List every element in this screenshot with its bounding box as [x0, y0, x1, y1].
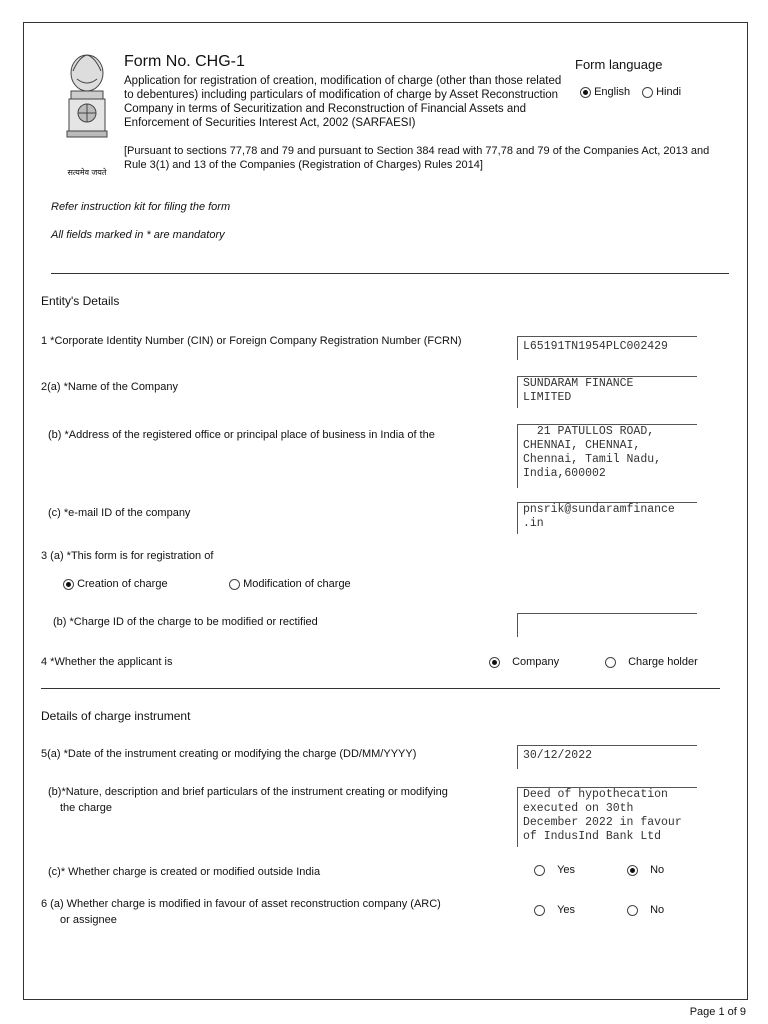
divider: [51, 273, 729, 274]
arc-no-option[interactable]: [627, 903, 664, 917]
radio-icon-selected[interactable]: [63, 579, 74, 590]
cin-field[interactable]: L65191TN1954PLC002429: [517, 336, 697, 360]
instrument-section-title: Details of charge instrument: [41, 709, 191, 723]
radio-icon[interactable]: [229, 579, 240, 590]
applicant-charge-holder-option[interactable]: [605, 655, 698, 669]
cin-label: 1 *Corporate Identity Number (CIN) or Foreign Company Registration Number (FCRN): [41, 335, 462, 347]
applicant-charge-holder-label: Charge holder: [628, 656, 698, 668]
email-label: (c) *e-mail ID of the company: [48, 507, 191, 519]
instrument-date-field[interactable]: 30/12/2022: [517, 745, 697, 769]
modification-of-charge-label: Modification of charge: [243, 578, 351, 590]
language-hindi-label: Hindi: [656, 86, 682, 98]
company-name-field[interactable]: SUNDARAM FINANCE LIMITED: [517, 376, 697, 408]
charge-id-field[interactable]: [517, 613, 697, 637]
form-title: Form No. CHG-1: [124, 53, 245, 70]
radio-icon[interactable]: [534, 905, 545, 916]
language-hindi-option[interactable]: [642, 85, 681, 99]
outside-india-label: (c)* Whether charge is created or modified outside India: [48, 866, 321, 878]
arc-label-1: 6 (a) Whether charge is modified in favour of asset reconstruction company (ARC): [41, 898, 441, 910]
registration-type-label: 3 (a) *This form is for registration of: [41, 550, 214, 562]
instrument-nature-field[interactable]: Deed of hypothecation executed on 30th December 2022 in favour of IndusInd Bank Ltd: [517, 787, 697, 847]
mandatory-note: All fields marked in * are mandatory: [51, 229, 225, 241]
page-number: Page 1 of 9: [689, 1006, 746, 1018]
address-field[interactable]: 21 PATULLOS ROAD, CHENNAI, CHENNAI, Chennai, Tamil Nadu, India,600002: [517, 424, 697, 488]
modification-of-charge-option[interactable]: [229, 577, 351, 591]
applicant-company-label: Company: [512, 656, 560, 668]
outside-india-no-option[interactable]: [627, 863, 664, 877]
radio-icon[interactable]: [642, 87, 653, 98]
applicant-label: 4 *Whether the applicant is: [41, 656, 173, 668]
language-english-label: English: [594, 86, 631, 98]
outside-india-yes-option[interactable]: [534, 863, 575, 877]
national-emblem-icon: [59, 51, 115, 177]
creation-of-charge-label: Creation of charge: [77, 578, 168, 590]
address-label: (b) *Address of the registered office or principal place of business in India of the: [48, 429, 435, 441]
company-name-label: 2(a) *Name of the Company: [41, 381, 178, 393]
outside-india-no-label: No: [650, 864, 665, 876]
radio-icon[interactable]: [605, 657, 616, 668]
creation-of-charge-option[interactable]: [63, 577, 168, 591]
applicant-company-option[interactable]: [489, 655, 559, 669]
instrument-nature-label-2: the charge: [60, 802, 112, 814]
arc-label-2: or assignee: [60, 914, 117, 926]
instrument-date-label: 5(a) *Date of the instrument creating or modifying the charge (DD/MM/YYYY): [41, 748, 417, 760]
radio-icon-selected[interactable]: [627, 865, 638, 876]
arc-no-label: No: [650, 904, 665, 916]
form-language-title: Form language: [575, 57, 663, 72]
language-english-option[interactable]: [580, 85, 630, 99]
form-pursuant: [Pursuant to sections 77,78 and 79 and pursuant to Section 384 read with 77,78 and 79 of the Companies Act, 2013 and Rule 3(1) and 13 of the Companies (Registration of Charges) Rules 2014]: [124, 145, 710, 171]
email-field[interactable]: pnsrik@sundaramfinance .in: [517, 502, 697, 534]
form-page: [23, 22, 748, 1000]
outside-india-yes-label: Yes: [557, 864, 576, 876]
radio-icon-selected[interactable]: [580, 87, 591, 98]
emblem-caption: सत्यमेव जयते: [67, 168, 107, 177]
radio-icon[interactable]: [534, 865, 545, 876]
divider: [41, 688, 720, 689]
charge-id-label: (b) *Charge ID of the charge to be modified or rectified: [53, 616, 318, 628]
form-description: Application for registration of creation, modification of charge (other than those related to debentures) including particulars of modification of charge by Asset Reconstruction Company in terms of Securitization and Reconstruction of Financial Assets and Enforcement of Securities Interest Act, 2002 (SARFAESI): [124, 75, 562, 129]
arc-yes-label: Yes: [557, 904, 576, 916]
arc-yes-option[interactable]: [534, 903, 575, 917]
instrument-nature-label-1: (b)*Nature, description and brief particulars of the instrument creating or modifying: [48, 786, 448, 798]
radio-icon[interactable]: [627, 905, 638, 916]
instruction-kit-note: Refer instruction kit for filing the form: [51, 201, 231, 213]
entity-section-title: Entity's Details: [41, 294, 120, 308]
radio-icon-selected[interactable]: [489, 657, 500, 668]
